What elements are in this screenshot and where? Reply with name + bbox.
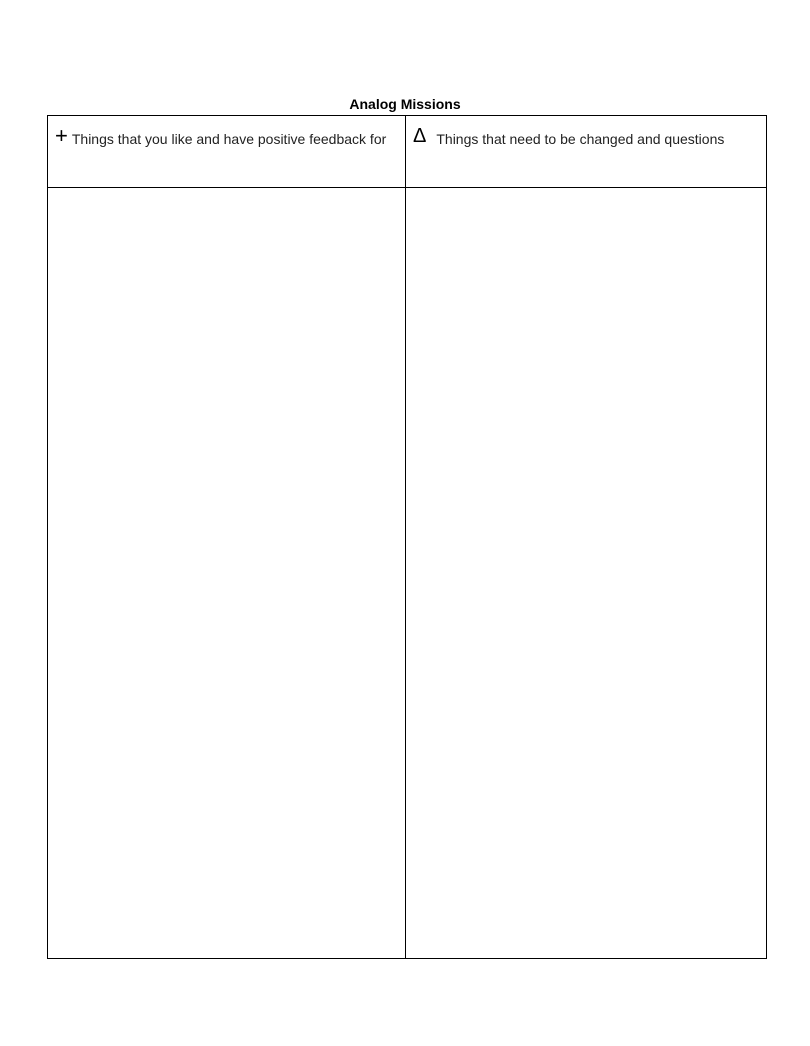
delta-column-header — [406, 116, 767, 188]
positive-feedback-cell[interactable] — [48, 188, 406, 959]
plus-column-header — [48, 116, 406, 188]
table-header-row — [48, 116, 767, 188]
plus-column-label: Things that you like and have positive feedback for — [71, 131, 387, 147]
table-body-row — [48, 188, 767, 959]
delta-icon: Δ — [413, 125, 427, 147]
document-title: Analog Missions — [349, 96, 461, 112]
delta-column-label: Things that need to be changed and questions — [436, 131, 725, 147]
plus-icon: + — [55, 123, 68, 148]
feedback-table — [47, 115, 767, 959]
changes-questions-cell[interactable] — [406, 188, 767, 959]
